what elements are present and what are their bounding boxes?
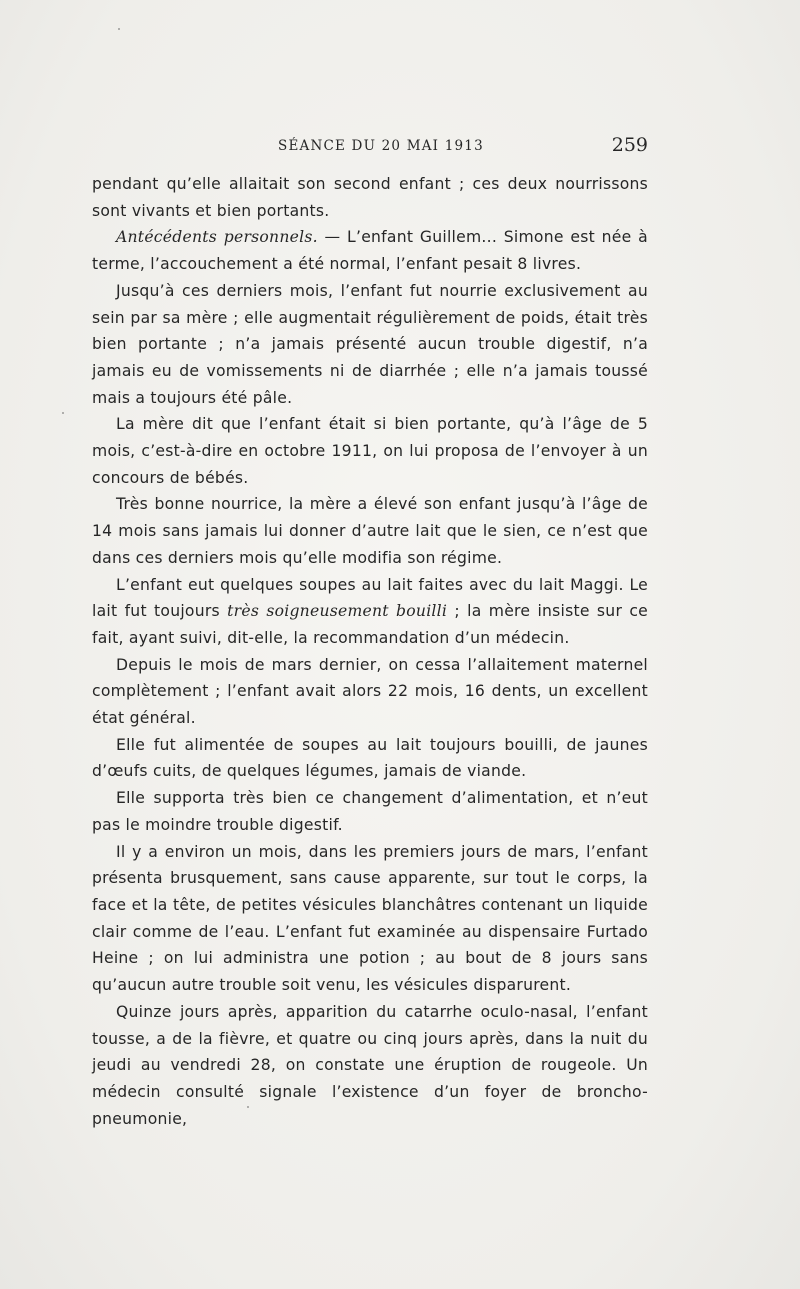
paragraph: Elle supporta très bien ce changement d’alimentation, et n’eut pas le moindre trouble digestif. <box>92 789 648 834</box>
paragraph: Quinze jours après, apparition du catarrhe oculo-nasal, l’enfant tousse, a de la fièvre, et quatre ou cinq jours après, dans la nuit du jeudi au vendredi 28, on constate une éruption de rougeole. Un médecin consulté signale l’existence d’un foyer de broncho-pneumonie, <box>92 1002 648 1128</box>
paragraph: Il y a environ un mois, dans les premiers jours de mars, l’enfant présenta brusquement, sans cause apparente, sur tout le corps, la face et la tête, de petites vésicules blanchâtres contenant un liquide clair comme de l’eau. L’enfant fut examinée au dispensaire Furtado Heine ; on lui administra une potion ; au bout de 8 jours sans qu’aucun autre trouble soit venu, les vésicules disparurent. <box>92 842 648 995</box>
paragraph-antecedents <box>92 224 648 277</box>
paragraph-text: — L’enfant Guillem... Simone est née à terme, l’accouchement a été normal, l’enfant pesait 8 livres. <box>92 228 648 274</box>
paragraph: La mère dit que l’enfant était si bien portante, qu’à l’âge de 5 mois, c’est-à-dire en octobre 1911, on lui proposa de l’envoyer à un concours de bébés. <box>92 415 648 487</box>
paragraph: Très bonne nourrice, la mère a élevé son enfant jusqu’à l’âge de 14 mois sans jamais lui donner d’autre lait que le sien, ce n’est que dans ces derniers mois qu’elle modifia son régime. <box>92 495 648 567</box>
paragraph-text: L’enfant eut quelques soupes au lait faites avec du lait Maggi. Le lait fut toujours <box>92 575 648 621</box>
body-text <box>92 171 648 1132</box>
paragraph: Depuis le mois de mars dernier, on cessa l’allaitement maternel complètement ; l’enfant avait alors 22 mois, 16 dents, un excellent état général. <box>92 655 648 728</box>
paper-speck <box>62 412 64 414</box>
paper-speck <box>247 1106 249 1108</box>
page-header <box>92 134 648 162</box>
paragraph: Elle fut alimentée de soupes au lait toujours bouilli, de jaunes d’œufs cuits, de quelques légumes, jamais de viande. <box>92 735 648 781</box>
paragraph-continued: pendant qu’elle allaitait son second enfant ; ces deux nourrissons sont vivants et bien portants. <box>92 175 648 220</box>
section-heading-italic: Antécédents personnels. <box>116 228 318 247</box>
paragraph-text: ; la mère insiste sur ce fait, ayant suivi, dit-elle, la recommandation d’un médecin. <box>92 602 649 647</box>
italic-emphasis: très soigneusement bouilli <box>227 602 448 621</box>
paper-speck <box>118 28 120 30</box>
page-number: 259 <box>611 134 648 156</box>
paragraph-maggi <box>92 572 648 652</box>
running-title: SÉANCE DU 20 MAI 1913 <box>278 138 484 154</box>
paragraph: Jusqu’à ces derniers mois, l’enfant fut nourrie exclusivement au sein par sa mère ; elle augmentait régulièrement de poids, était très bien portante ; n’a jamais présenté aucun trouble digestif, n’a jamais eu de vomissements ni de diarrhée ; elle n’a jamais toussé mais a toujours été pâle. <box>92 281 648 407</box>
